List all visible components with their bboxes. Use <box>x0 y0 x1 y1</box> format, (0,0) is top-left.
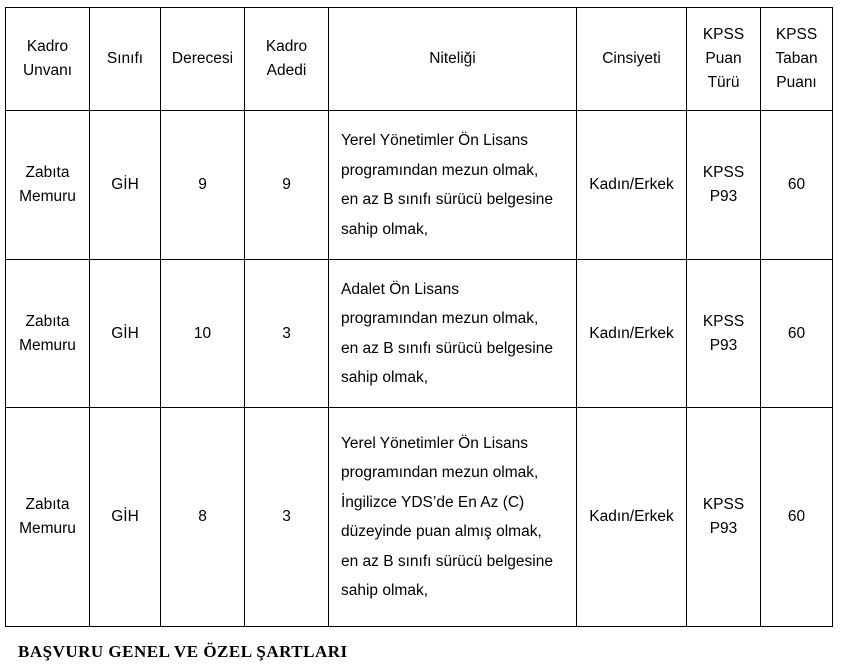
cell-taban-puan: 60 <box>761 408 833 627</box>
cell-nitelik: Adalet Ön Lisans programından mezun olmak, en az B sınıfı sürücü belgesine sahip olmak, <box>329 260 577 408</box>
header-kadro-adedi: Kadro Adedi <box>245 8 329 111</box>
header-sinifi: Sınıfı <box>90 8 161 111</box>
cell-puan-turu: KPSS P93 <box>687 260 761 408</box>
cell-sinif: GİH <box>90 408 161 627</box>
table-row <box>6 260 833 408</box>
cell-cinsiyet: Kadın/Erkek <box>577 408 687 627</box>
header-niteligi: Niteliği <box>329 8 577 111</box>
section-heading-cut: BAŞVURU GENEL VE ÖZEL ŞARTLARI <box>18 642 348 661</box>
cell-puan-turu: KPSS P93 <box>687 111 761 260</box>
header-kpss-puan-turu: KPSS Puan Türü <box>687 8 761 111</box>
cell-derece: 10 <box>161 260 245 408</box>
table-row <box>6 408 833 627</box>
header-cinsiyeti: Cinsiyeti <box>577 8 687 111</box>
staff-position-table <box>5 7 833 627</box>
cell-adet: 3 <box>245 260 329 408</box>
cell-unvan: Zabıta Memuru <box>6 260 90 408</box>
cell-cinsiyet: Kadın/Erkek <box>577 111 687 260</box>
cell-puan-turu: KPSS P93 <box>687 408 761 627</box>
cell-taban-puan: 60 <box>761 111 833 260</box>
cell-sinif: GİH <box>90 260 161 408</box>
cell-nitelik: Yerel Yönetimler Ön Lisans programından mezun olmak, İngilizce YDS’de En Az (C) düzeyinde puan almış olmak, en az B sınıfı sürücü belgesine sahip olmak, <box>329 408 577 627</box>
table-header-row <box>6 8 833 111</box>
cell-unvan: Zabıta Memuru <box>6 111 90 260</box>
header-kpss-taban-puani: KPSS Taban Puanı <box>761 8 833 111</box>
cell-nitelik: Yerel Yönetimler Ön Lisans programından mezun olmak, en az B sınıfı sürücü belgesine sahip olmak, <box>329 111 577 260</box>
cell-taban-puan: 60 <box>761 260 833 408</box>
cell-adet: 9 <box>245 111 329 260</box>
cell-derece: 8 <box>161 408 245 627</box>
cell-derece: 9 <box>161 111 245 260</box>
cell-cinsiyet: Kadın/Erkek <box>577 260 687 408</box>
cell-sinif: GİH <box>90 111 161 260</box>
cell-adet: 3 <box>245 408 329 627</box>
cell-unvan: Zabıta Memuru <box>6 408 90 627</box>
header-derecesi: Derecesi <box>161 8 245 111</box>
header-kadro-unvani: Kadro Unvanı <box>6 8 90 111</box>
table-row <box>6 111 833 260</box>
